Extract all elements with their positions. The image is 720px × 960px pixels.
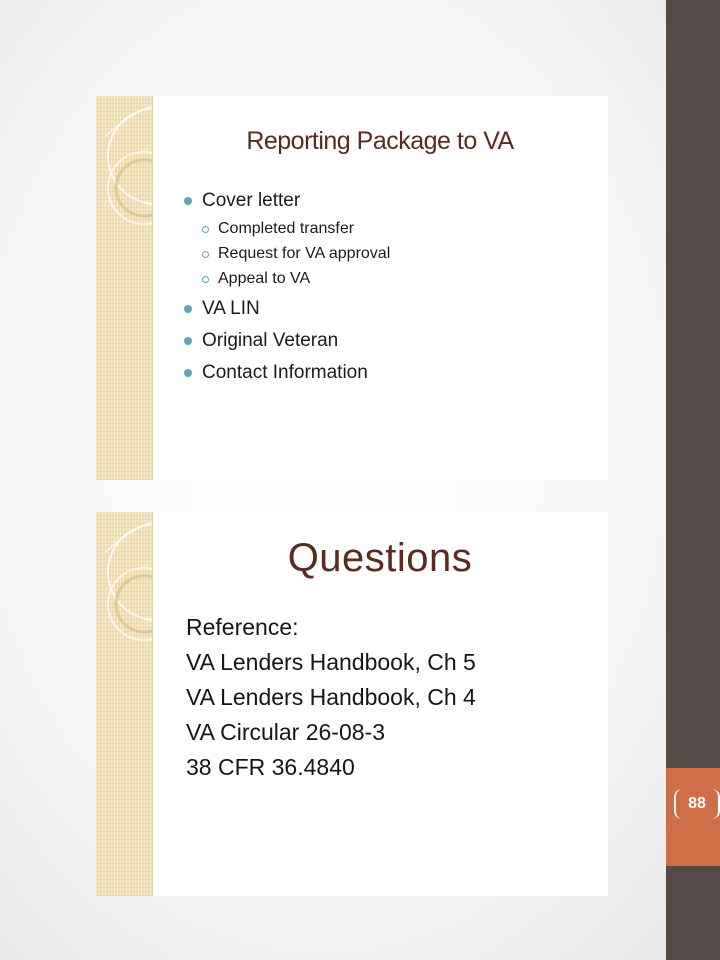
reference-item: VA Lenders Handbook, Ch 5 xyxy=(186,649,476,675)
list-item: Completed transfer xyxy=(184,220,390,238)
list-item: VA LIN xyxy=(184,298,390,320)
list-item xyxy=(184,190,390,288)
list-item: Appeal to VA xyxy=(184,270,390,288)
slide-title: Questions xyxy=(287,536,473,580)
list-item: Request for VA approval xyxy=(184,245,390,263)
decorative-strip xyxy=(96,512,153,896)
bullet-list xyxy=(184,190,390,394)
bullet-text: Cover letter xyxy=(202,190,301,211)
decorative-strip xyxy=(96,96,153,480)
slide-questions xyxy=(96,512,608,896)
reference-item: VA Lenders Handbook, Ch 4 xyxy=(186,684,476,710)
reference-heading: Reference: xyxy=(186,614,299,640)
decorative-circles-icon xyxy=(96,96,152,480)
decorative-circles-icon xyxy=(96,512,152,896)
slide-title: Reporting Package to VA xyxy=(246,127,514,155)
reference-item: 38 CFR 36.4840 xyxy=(186,754,355,780)
page-number: 88 xyxy=(674,789,720,819)
reference-list xyxy=(186,610,476,785)
list-item: Original Veteran xyxy=(184,330,390,352)
reference-item: VA Circular 26-08-3 xyxy=(186,719,385,745)
list-item: Contact Information xyxy=(184,362,390,384)
slide-reporting-package xyxy=(96,96,608,480)
